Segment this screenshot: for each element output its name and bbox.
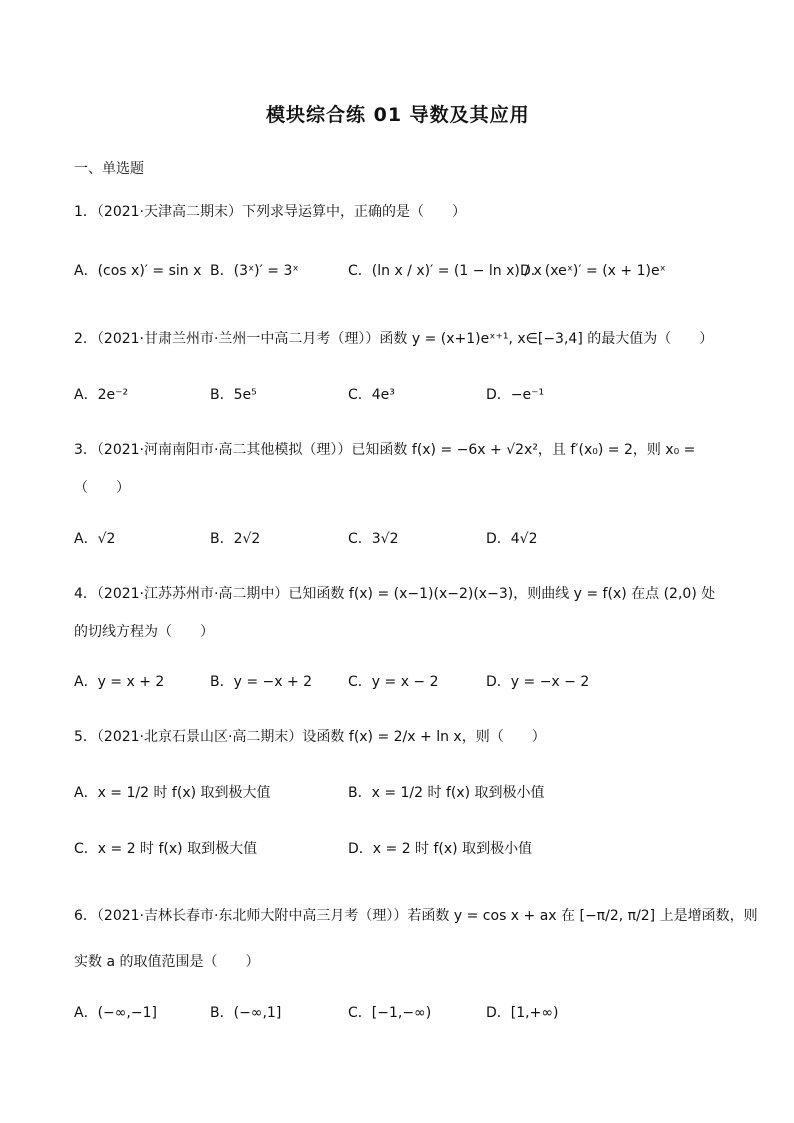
question-4-option-a: A．y = x + 2 [74, 674, 165, 690]
question-5-option-d: D．x = 2 时 f(x) 取到极小值 [348, 841, 533, 857]
question-1-option-b: B．(3ˣ)′ = 3ˣ [210, 263, 299, 279]
question-2-option-d: D．−e⁻¹ [486, 387, 545, 403]
question-5-option-b: B．x = 1/2 时 f(x) 取到极小值 [348, 785, 545, 801]
question-6-option-d: D．[1,+∞) [486, 1005, 559, 1021]
question-6-option-a: A．(−∞,−1] [74, 1005, 157, 1021]
question-2-stem: 2．（2021·甘肃兰州市·兰州一中高二月考（理））函数 y = (x+1)eˣ⁺¹, x∈[−3,4] 的最大值为（ ） [74, 331, 714, 347]
question-5-option-a: A．x = 1/2 时 f(x) 取到极大值 [74, 785, 271, 801]
question-1-option-a: A．(cos x)′ = sin x [74, 263, 202, 279]
section-heading: 一、单选题 [74, 161, 144, 177]
question-5-stem: 5．（2021·北京石景山区·高二期末）设函数 f(x) = 2/x + ln x，则（ ） [74, 729, 546, 745]
question-1-option-c: C．(ln x / x)′ = (1 − ln x) / x [348, 263, 542, 279]
question-4-stem-line1: 4．（2021·江苏苏州市·高二期中）已知函数 f(x) = (x−1)(x−2)(x−3)，则曲线 y = f(x) 在点 (2,0) 处 [74, 586, 716, 602]
question-4-option-c: C．y = x − 2 [348, 674, 439, 690]
question-6-stem-line1: 6．（2021·吉林长春市·东北师大附中高三月考（理））若函数 y = cos x + ax 在 [−π/2, π/2] 上是增函数，则 [74, 908, 758, 924]
question-3-option-b: B．2√2 [210, 531, 261, 547]
question-1-option-d: D．(xeˣ)′ = (x + 1)eˣ [520, 263, 666, 279]
question-1-stem: 1．（2021·天津高二期末）下列求导运算中，正确的是（ ） [74, 204, 466, 220]
document-title: 模块综合练 01 导数及其应用 [266, 104, 530, 126]
question-3-stem-line2: （ ） [74, 480, 130, 496]
question-2-option-b: B．5e⁵ [210, 387, 257, 403]
question-2-option-c: C．4e³ [348, 387, 395, 403]
question-4-option-b: B．y = −x + 2 [210, 674, 313, 690]
question-4-stem-line2: 的切线方程为（ ） [74, 624, 214, 640]
question-3-option-a: A．√2 [74, 531, 116, 547]
question-3-option-c: C．3√2 [348, 531, 399, 547]
question-4-option-d: D．y = −x − 2 [486, 674, 590, 690]
question-3-stem-line1: 3．（2021·河南南阳市·高二其他模拟（理））已知函数 f(x) = −6x + √2x²，且 f′(x₀) = 2，则 x₀ = [74, 442, 696, 458]
question-2-option-a: A．2e⁻² [74, 387, 129, 403]
question-6-stem-line2: 实数 a 的取值范围是（ ） [74, 954, 260, 970]
question-6-option-b: B．(−∞,1] [210, 1005, 282, 1021]
question-6-option-c: C．[−1,−∞) [348, 1005, 432, 1021]
question-5-option-c: C．x = 2 时 f(x) 取到极大值 [74, 841, 258, 857]
question-3-option-d: D．4√2 [486, 531, 538, 547]
